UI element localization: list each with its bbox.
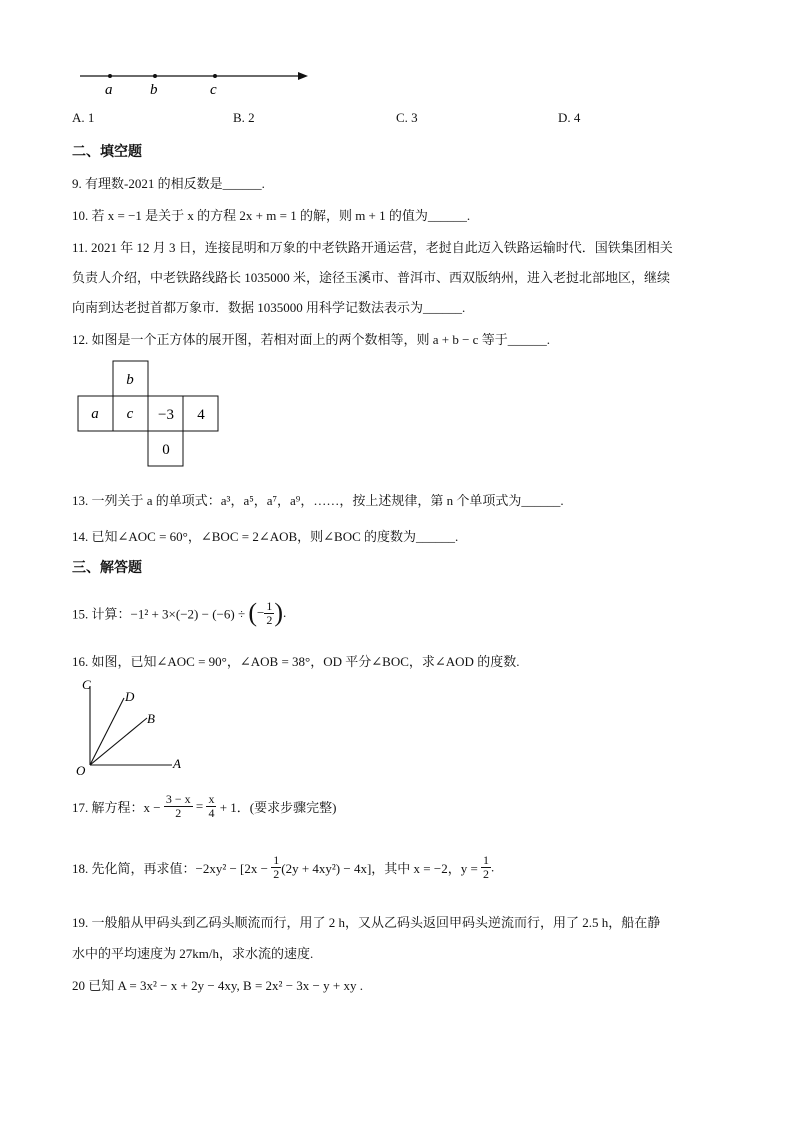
question-19-line-1: 19. 一般船从甲码头到乙码头顺流而行，用了 2 h，又从乙码头返回甲码头逆流而行，用了 2.5 h，船在静: [72, 915, 661, 930]
question-15: 15. 计算：−1² + 3×(−2) − (−6) ÷ (− $\frac{1}{2}$ ).: [72, 598, 287, 627]
section-title-answer: 三、解答题: [72, 560, 142, 576]
angle-label-c: C: [82, 677, 91, 692]
question-14: 14. 已知∠AOC = 60°，∠BOC = 2∠AOB，则∠BOC 的度数为______.: [72, 529, 459, 544]
question-18-fraction-1: $\frac{1}{2}$: [273, 853, 280, 881]
number-line-label-c: c: [210, 82, 217, 98]
angle-figure: [72, 676, 192, 780]
question-15-frac-sign: −: [257, 605, 265, 620]
cube-cell-a: a: [91, 406, 99, 422]
angle-label-a: A: [173, 756, 181, 771]
angle-label-d: D: [125, 689, 135, 704]
question-19-line-2: 水中的平均速度为 27km/h，求水流的速度.: [72, 946, 314, 961]
cube-cell-0: 0: [162, 442, 170, 458]
cube-cell-4: 4: [197, 407, 205, 423]
question-18: 18. 先化简，再求值：−2xy² − [2x − $\frac{1}{2}$ (2y + 4xy²) − 4x]，其中 x = −2，y = $\frac{1}{2}$ .: [72, 853, 495, 881]
number-line-label-a: a: [105, 82, 113, 98]
question-18-fraction-2: $\frac{1}{2}$: [483, 853, 490, 881]
option-a: A. 1: [72, 110, 95, 125]
question-11-line-2: 负责人介绍，中老铁路线路长 1035000 米，途径玉溪市、普洱市、西双版纳州，进入老挝北部地区，继续: [72, 270, 671, 285]
option-d: D. 4: [558, 110, 581, 125]
question-12: 12. 如图是一个正方体的展开图，若相对面上的两个数相等，则 a + b − c 等于______.: [72, 332, 550, 347]
number-line-figure: [70, 62, 320, 102]
question-17-fraction-2: $\frac{x}{4}$: [208, 792, 215, 820]
section-title-fill-in: 二、填空题: [72, 144, 142, 160]
angle-label-b: B: [147, 711, 155, 726]
question-15-fraction: $\frac{1}{2}$: [266, 598, 273, 627]
question-9: 9. 有理数-2021 的相反数是______.: [72, 176, 265, 191]
question-15-text: 15. 计算：−1² + 3×(−2) − (−6) ÷: [72, 606, 249, 622]
question-11-line-1: 11. 2021 年 12 月 3 日，连接昆明和万象的中老铁路开通运营，老挝自此迈入铁路运输时代．国铁集团相关: [72, 240, 673, 255]
question-17: 17. 解方程：x − $\frac{3 - x}{2}$ = $\frac{x}{4}$ + 1．(要求步骤完整): [72, 792, 337, 820]
angle-label-o: O: [76, 763, 86, 778]
cube-cell-minus-3: −3: [158, 407, 174, 423]
question-11-line-3: 向南到达老挝首都万象市．数据 1035000 用科学记数法表示为______.: [72, 300, 466, 315]
cube-cell-c: c: [126, 406, 134, 422]
question-10: 10. 若 x = −1 是关于 x 的方程 2x + m = 1 的解，则 m + 1 的值为______.: [72, 208, 471, 223]
number-line-label-b: b: [150, 82, 158, 98]
option-b: B. 2: [233, 110, 255, 125]
cube-cell-b: b: [126, 372, 134, 388]
question-20: 20 已知 A = 3x² − x + 2y − 4xy, B = 2x² − 3x − y + xy .: [72, 978, 363, 993]
cube-net-figure: [77, 360, 223, 468]
question-16: 16. 如图，已知∠AOC = 90°，∠AOB = 38°，OD 平分∠BOC，求∠AOD 的度数.: [72, 654, 520, 669]
question-17-fraction-1: $\frac{3 - x}{2}$: [165, 792, 191, 820]
option-c: C. 3: [396, 110, 418, 125]
question-13: 13. 一列关于 a 的单项式：a³，a⁵，a⁷，a⁹，……，按上述规律，第 n 个单项式为______.: [72, 493, 564, 508]
